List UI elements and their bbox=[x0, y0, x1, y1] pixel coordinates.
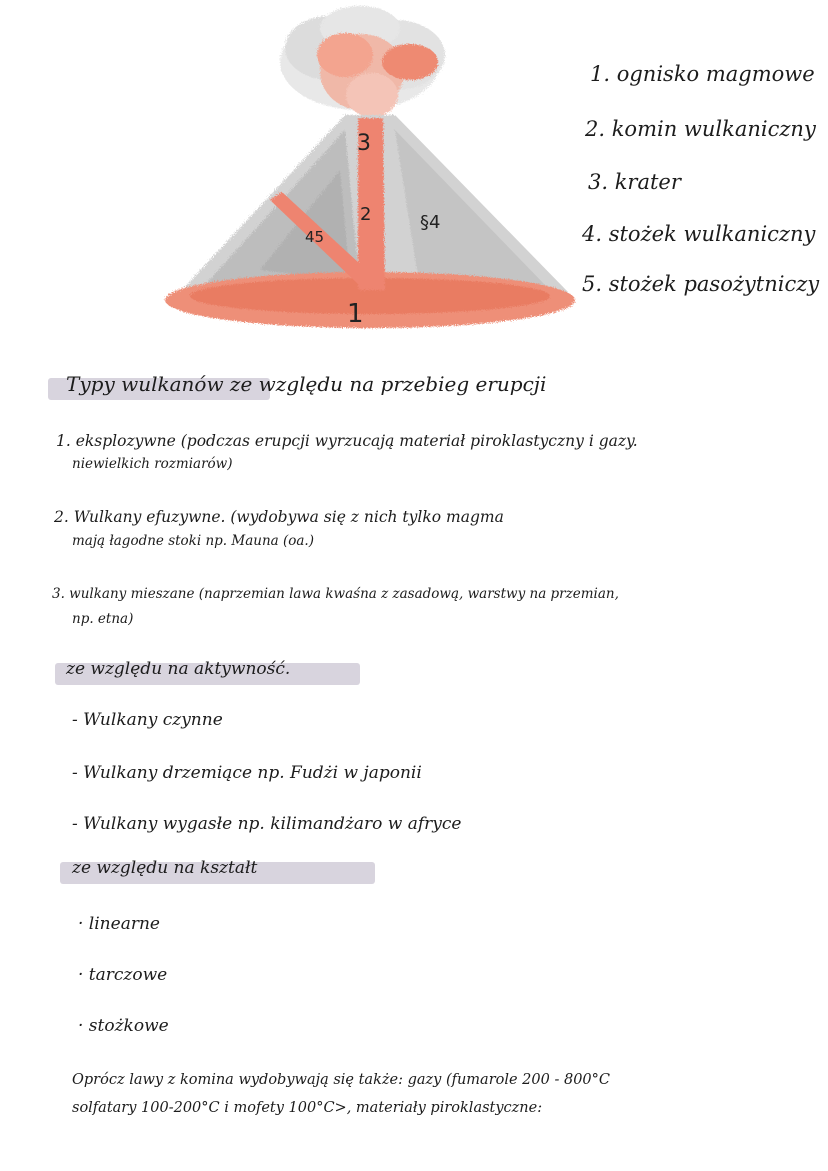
shape-item-1: · linearne bbox=[78, 914, 160, 934]
eruption-type-3-line-2: np. etna) bbox=[72, 611, 134, 627]
label-2: 2 bbox=[360, 204, 372, 225]
legend-item-3: 3. krater bbox=[588, 170, 681, 194]
legend-item-5: 5. stożek pasożytniczy bbox=[582, 272, 820, 296]
section-title-shape: ze względu na kształt bbox=[72, 858, 258, 878]
label-5: 45 bbox=[305, 228, 325, 246]
eruption-type-2-line-1: 2. Wulkany efuzywne. (wydobywa się z nich tylko magma bbox=[54, 508, 504, 526]
activity-item-3: - Wulkany wygasłe np. kilimandżaro w afryce bbox=[72, 814, 462, 834]
eruption-type-3-line-1: 3. wulkany mieszane (naprzemian lawa kwaśna z zasadową, warstwy na przemian, bbox=[52, 586, 619, 602]
section-title-eruption: Typy wulkanów ze względu na przebieg erupcji bbox=[66, 372, 547, 396]
footer-line-2: solfatary 100-200°C i mofety 100°C>, materiały piroklastyczne: bbox=[72, 1100, 543, 1116]
eruption-type-1-line-1: 1. eksplozywne (podczas erupcji wyrzucają materiał piroklastyczny i gazy. bbox=[56, 432, 638, 450]
footer-line-1: Oprócz lawy z komina wydobywają się także: gazy (fumarole 200 - 800°C bbox=[72, 1072, 611, 1088]
ash-cloud bbox=[280, 6, 445, 117]
legend-item-2: 2. komin wulkaniczny bbox=[585, 117, 816, 141]
eruption-type-1-line-2: niewielkich rozmiarów) bbox=[72, 456, 233, 472]
section-title-activity: ze względu na aktywność. bbox=[66, 659, 291, 679]
volcano-diagram bbox=[0, 0, 828, 350]
legend-item-1: 1. ognisko magmowe bbox=[590, 62, 815, 86]
shape-item-3: · stożkowe bbox=[78, 1016, 169, 1036]
activity-item-2: - Wulkany drzemiące np. Fudżi w japonii bbox=[72, 763, 422, 783]
label-4: §4 bbox=[420, 212, 441, 233]
label-1: 1 bbox=[347, 299, 364, 329]
label-3: 3 bbox=[357, 131, 371, 156]
shape-item-2: · tarczowe bbox=[78, 965, 168, 985]
activity-item-1: - Wulkany czynne bbox=[72, 710, 223, 730]
eruption-type-2-line-2: mają łagodne stoki np. Mauna (oa.) bbox=[72, 533, 314, 549]
legend-item-4: 4. stożek wulkaniczny bbox=[582, 222, 816, 246]
